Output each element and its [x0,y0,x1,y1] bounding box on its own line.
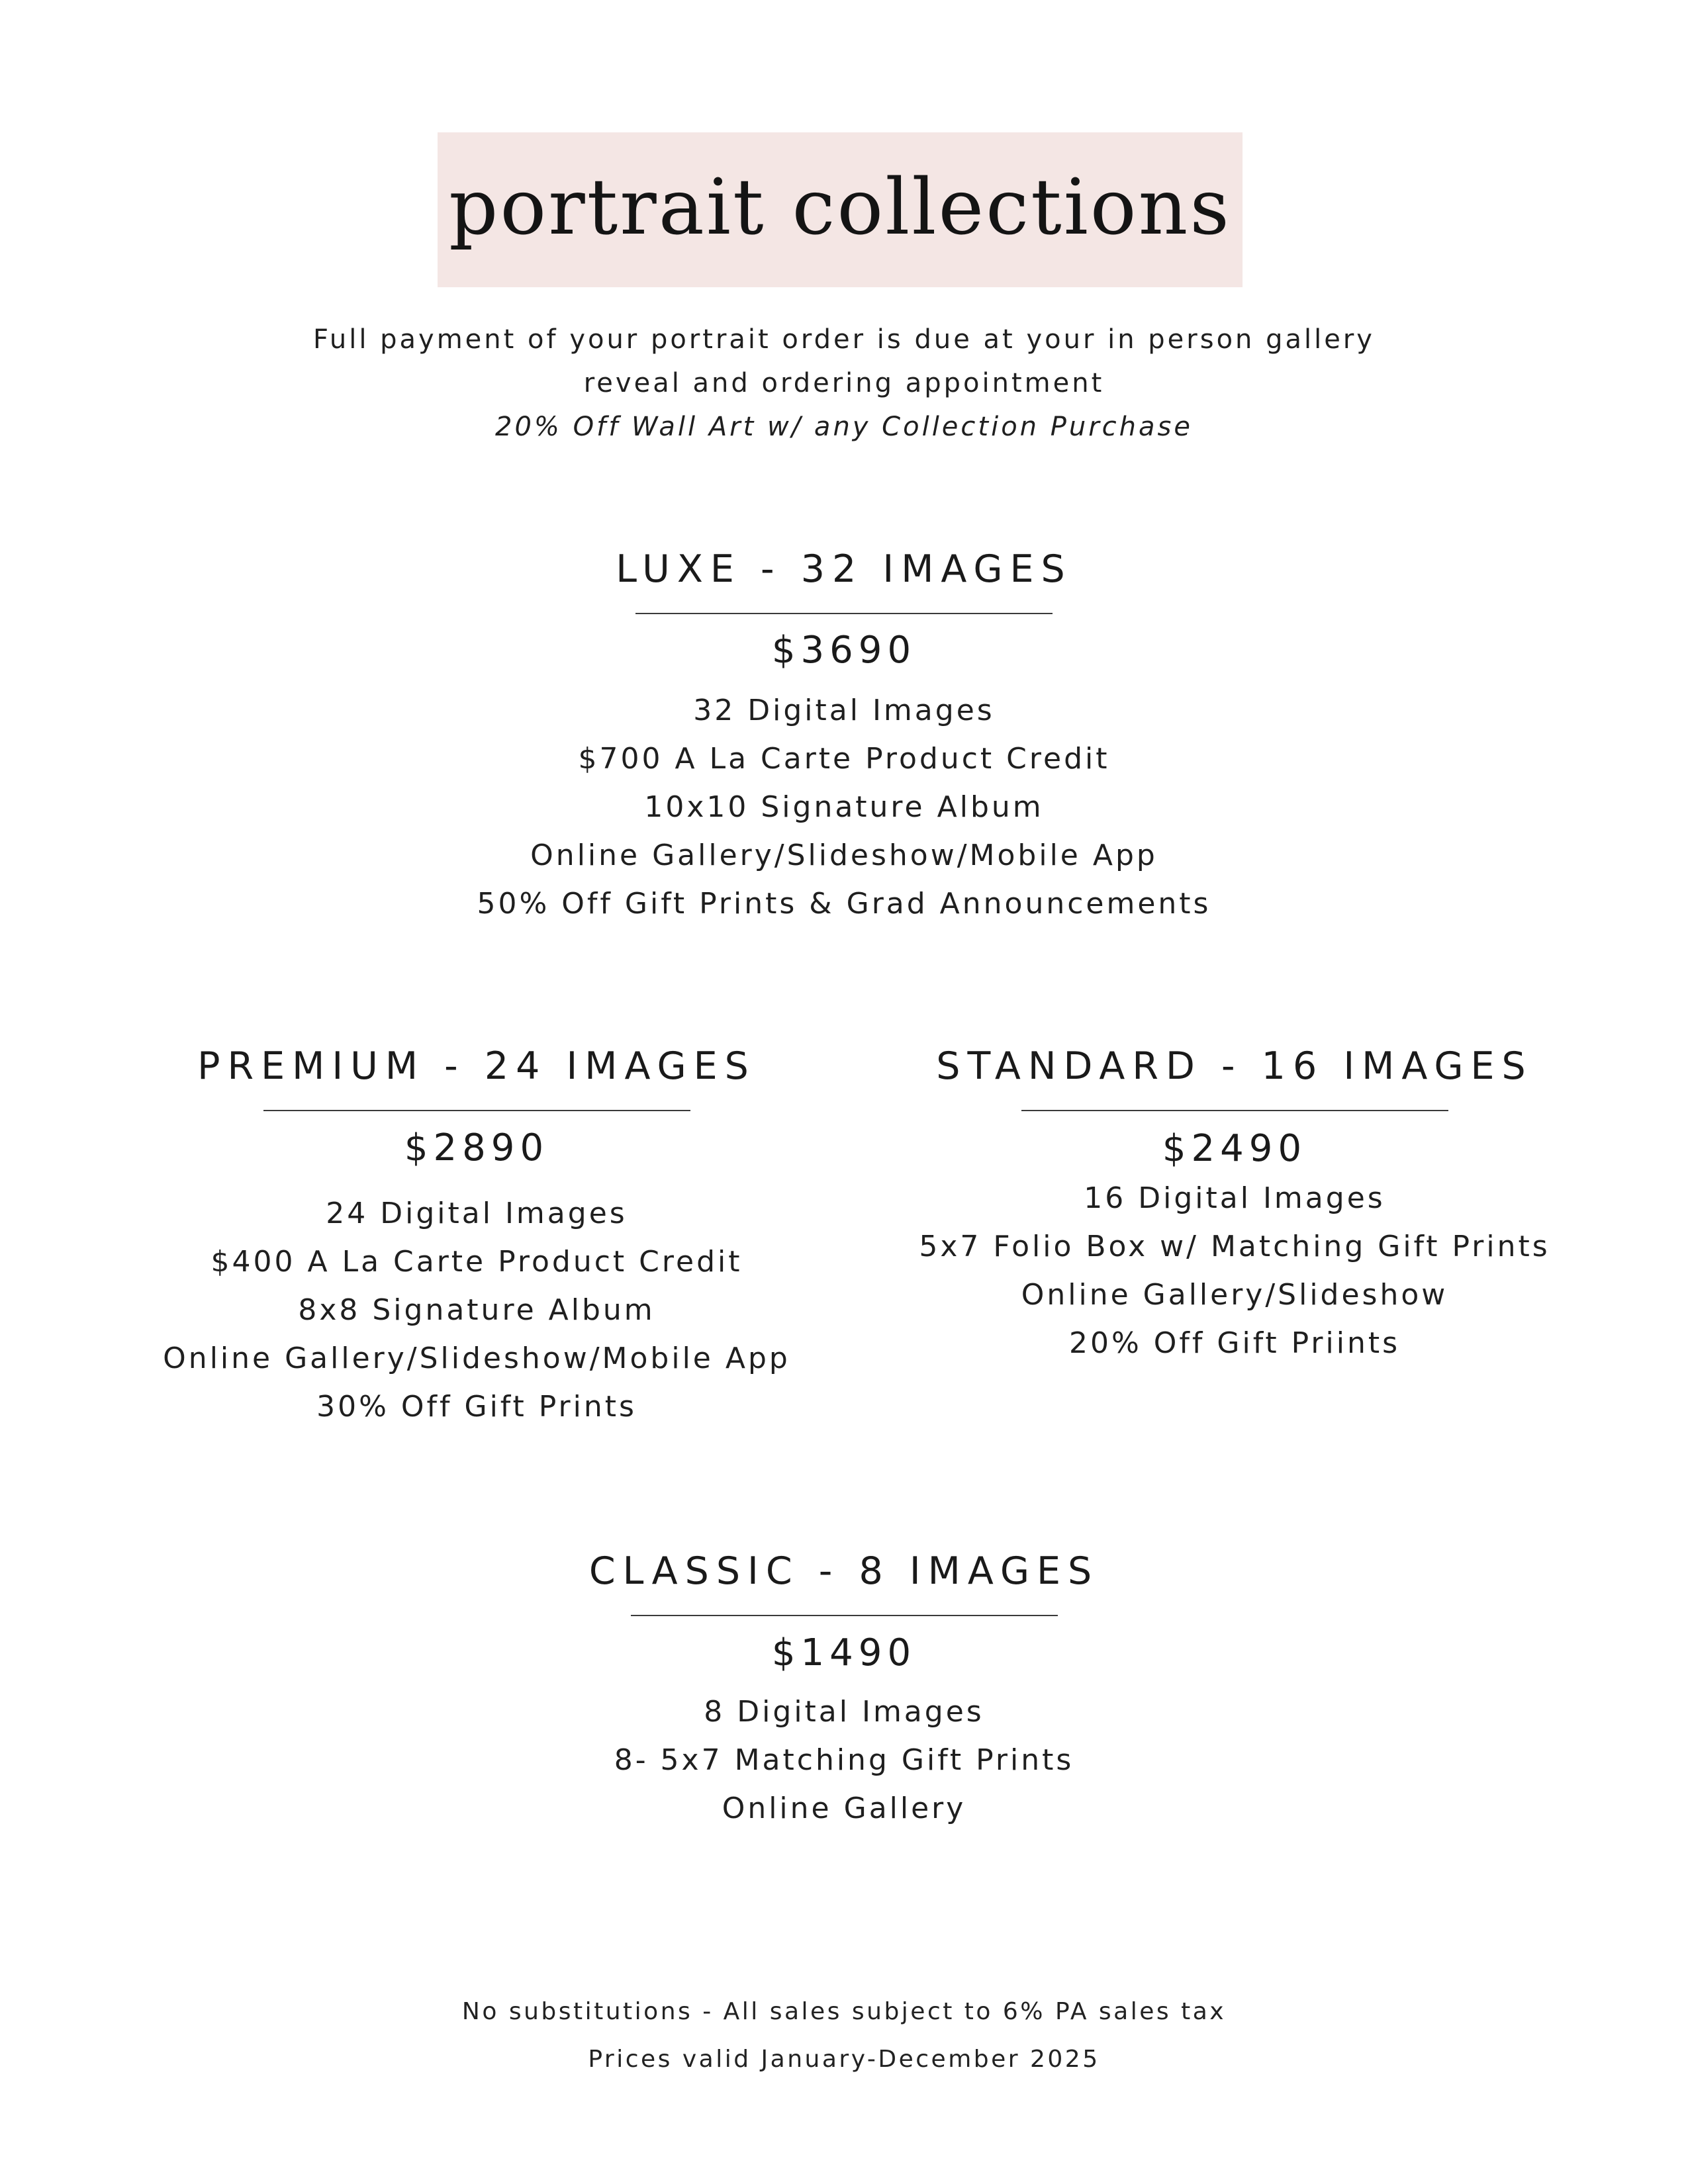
feature-item: 50% Off Gift Prints & Grad Announcements [477,887,1211,921]
feature-item: Online Gallery/Slideshow [1021,1278,1448,1312]
package-price: $3690 [771,629,917,672]
package-heading: PREMIUM - 24 IMAGES [197,1044,756,1088]
intro-line-2: reveal and ordering appointment [583,368,1105,398]
feature-list [447,686,1241,928]
page-title: portrait collections [449,163,1231,252]
feature-list [854,1174,1615,1367]
divider-rule [263,1110,690,1111]
title-banner [438,132,1243,287]
package-heading: STANDARD - 16 IMAGES [936,1044,1533,1088]
feature-item: Online Gallery/Slideshow/Mobile App [163,1342,790,1375]
feature-list [99,1189,854,1431]
package-classic [447,1549,1241,1833]
package-heading: CLASSIC - 8 IMAGES [588,1549,1100,1593]
feature-item: 20% Off Gift Priints [1068,1326,1401,1360]
footer-notes [0,1988,1688,2083]
feature-item: $700 A La Carte Product Credit [578,742,1110,776]
feature-item: 8x8 Signature Album [298,1293,655,1327]
feature-item: 5x7 Folio Box w/ Matching Gift Prints [919,1230,1550,1263]
feature-item: 32 Digital Images [693,694,995,727]
package-price: $2890 [404,1126,549,1169]
footer-line-1: No substitutions - All sales subject to 6% PA sales tax [461,1998,1227,2025]
divider-rule [635,613,1053,614]
feature-item: 8- 5x7 Matching Gift Prints [614,1743,1074,1777]
package-heading: LUXE - 32 IMAGES [616,547,1072,591]
package-standard [854,1044,1615,1367]
divider-rule [1021,1110,1448,1111]
footer-line-2: Prices valid January-December 2025 [588,2046,1100,2073]
package-price: $1490 [771,1631,917,1674]
feature-item: Online Gallery/Slideshow/Mobile App [530,839,1158,872]
feature-item: 24 Digital Images [326,1197,628,1230]
feature-item: Online Gallery [722,1792,966,1825]
feature-item: 30% Off Gift Prints [316,1390,637,1424]
divider-rule [631,1615,1058,1616]
feature-item: $400 A La Carte Product Credit [211,1245,743,1279]
package-luxe [447,547,1241,928]
intro-line-1: Full payment of your portrait order is due at your in person gallery [313,324,1375,355]
package-premium [99,1044,854,1431]
feature-list [447,1688,1241,1833]
promo-text: 20% Off Wall Art w/ any Collection Purchase [495,412,1193,442]
intro-text [0,318,1688,449]
feature-item: 16 Digital Images [1084,1181,1385,1215]
feature-item: 10x10 Signature Album [644,790,1044,824]
feature-item: 8 Digital Images [704,1695,984,1729]
package-price: $2490 [1162,1127,1307,1170]
